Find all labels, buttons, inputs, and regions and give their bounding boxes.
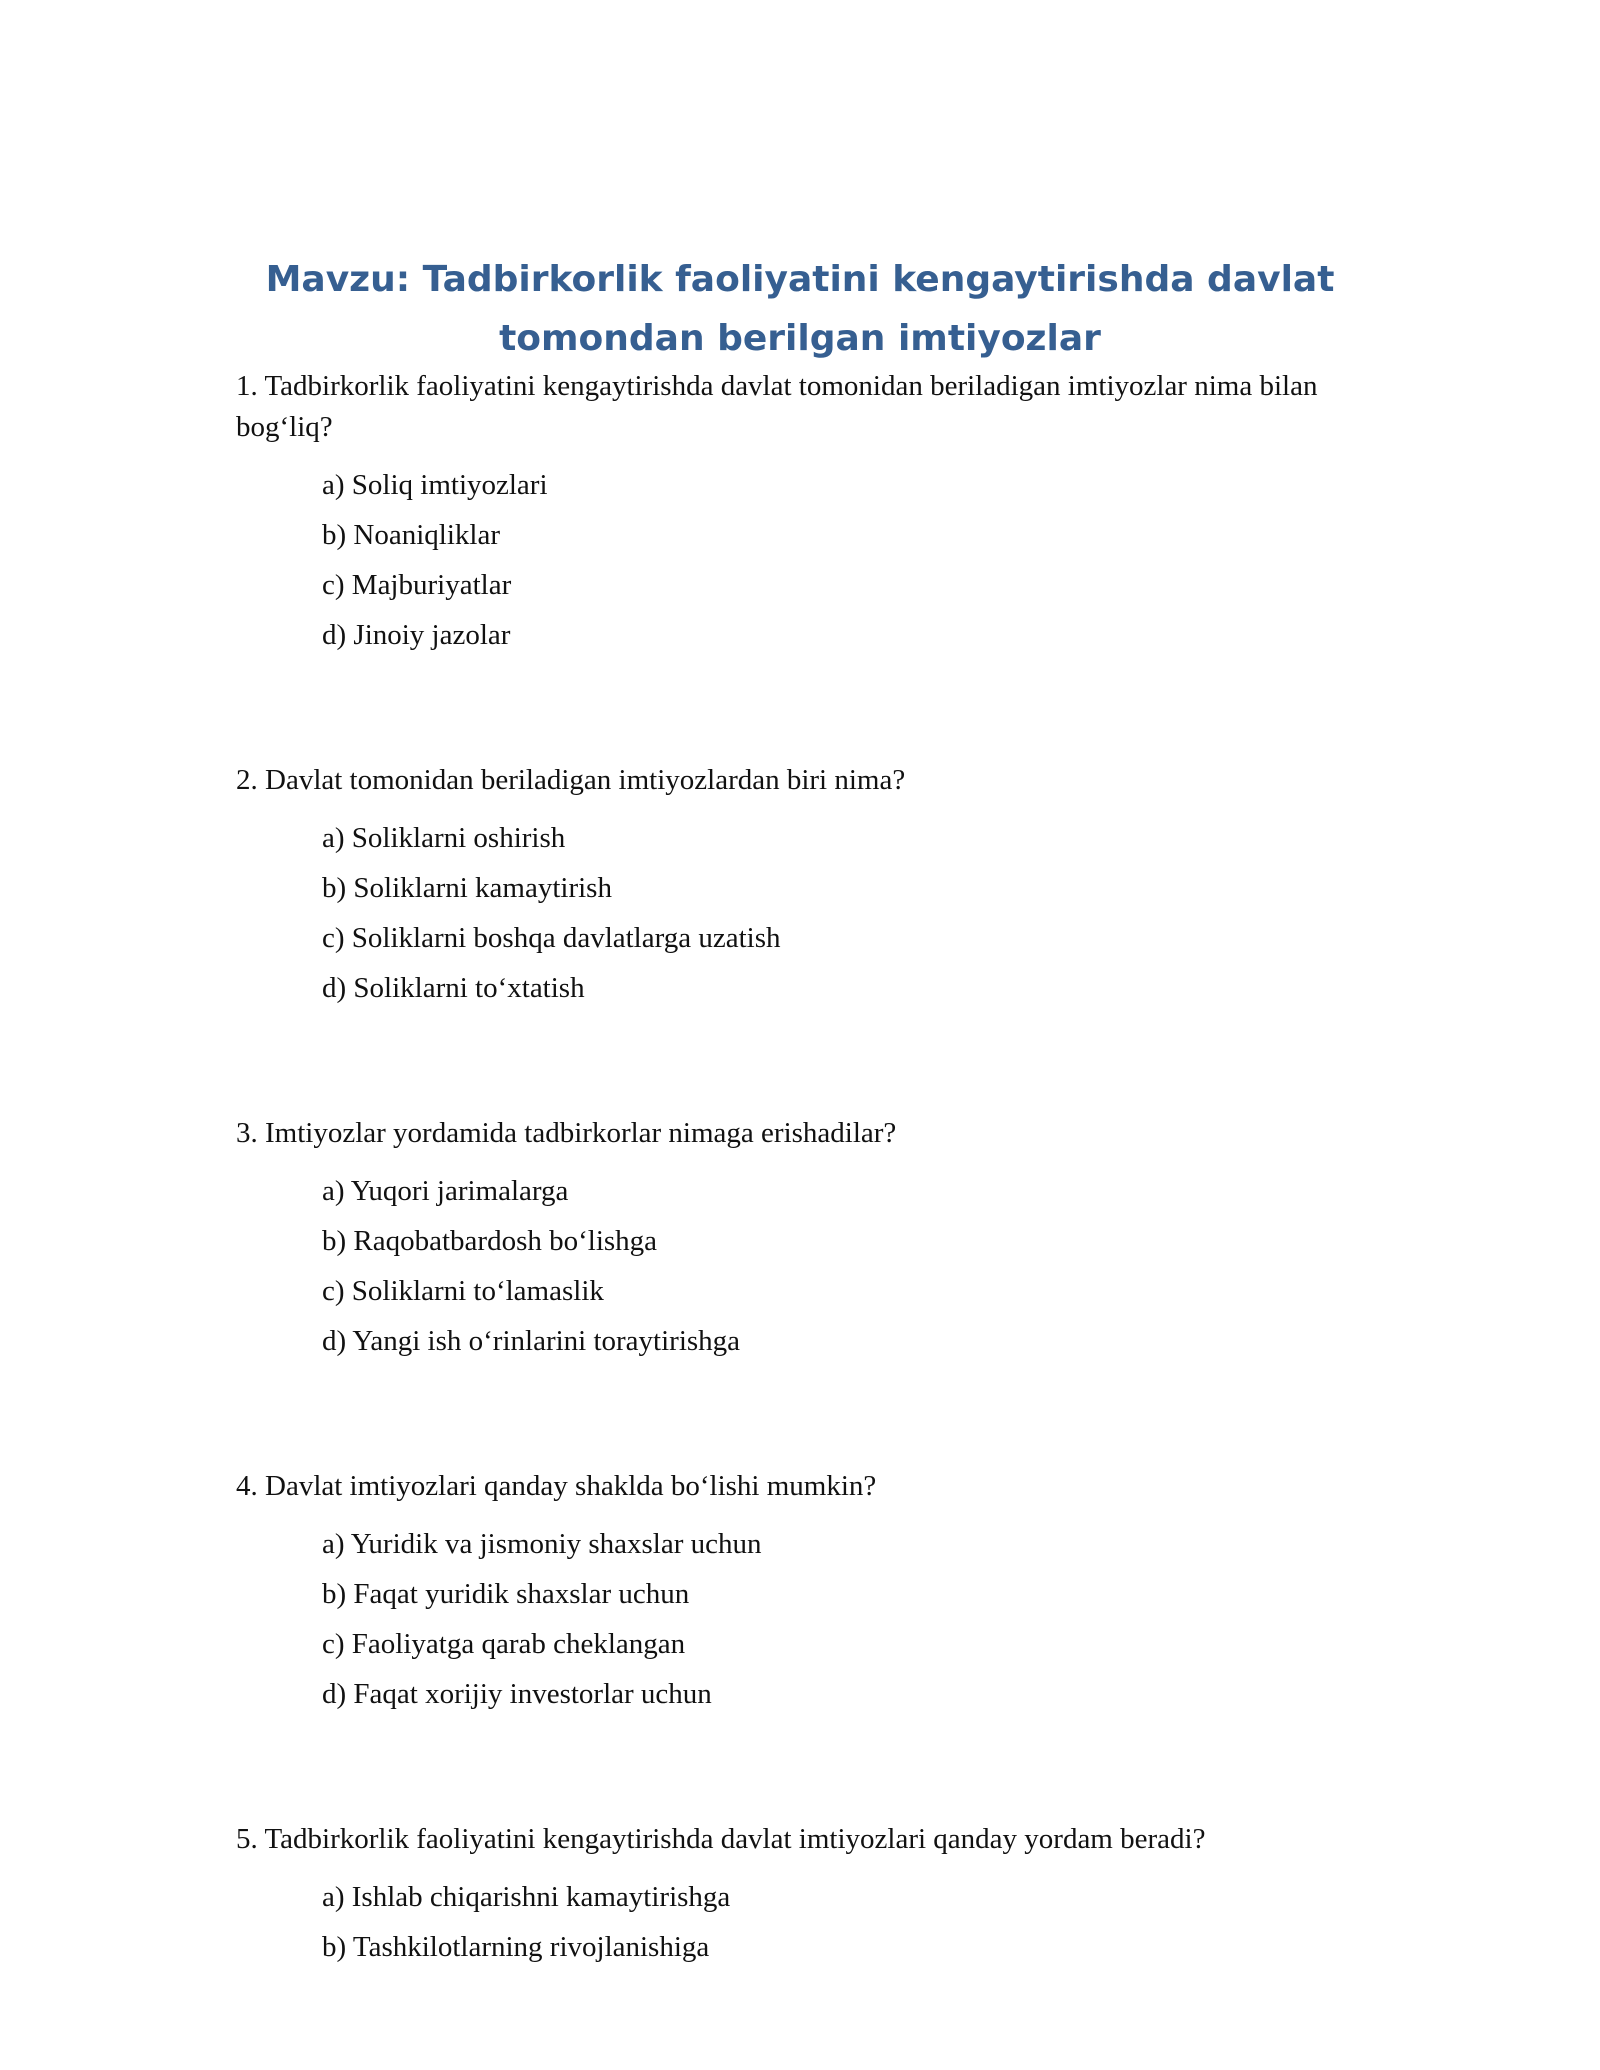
answer-option-d: d) Jinoiy jazolar: [322, 619, 511, 651]
answer-option-d: d) Yangi ish o‘rinlarini toraytirishga: [322, 1325, 741, 1357]
answer-options: [236, 813, 1366, 1013]
answer-option-d: d) Soliklarni to‘xtatish: [322, 972, 585, 1004]
document-title: Mavzu: Tadbirkorlik faoliyatini kengaytirishda davlat tomondan berilgan imtiyozlar: [265, 259, 1335, 359]
question-3: [236, 1113, 1366, 1366]
answer-option-a: a) Soliq imtiyozlari: [322, 469, 548, 501]
answer-option-c: c) Majburiyatlar: [322, 569, 512, 601]
answer-option-a: a) Ishlab chiqarishni kamaytirishga: [322, 1881, 731, 1913]
answer-options: [236, 1519, 1366, 1719]
question-text: 4. Davlat imtiyozlari qanday shaklda bo‘lishi mumkin?: [236, 1470, 877, 1502]
question-text: 3. Imtiyozlar yordamida tadbirkorlar nimaga erishadilar?: [236, 1117, 897, 1149]
answer-option-b: b) Noaniqliklar: [322, 519, 500, 551]
answer-options: [236, 1872, 1366, 1972]
answer-option-c: c) Soliklarni boshqa davlatlarga uzatish: [322, 922, 781, 954]
answer-option-b: b) Soliklarni kamaytirish: [322, 872, 612, 904]
answer-options: [236, 460, 1366, 660]
answer-option-a: a) Soliklarni oshirish: [322, 822, 566, 854]
answer-option-b: b) Raqobatbardosh bo‘lishga: [322, 1225, 658, 1257]
question-list: [236, 366, 1366, 1972]
question-text: 2. Davlat tomonidan beriladigan imtiyozlardan biri nima?: [236, 764, 906, 796]
question-text: 5. Tadbirkorlik faoliyatini kengaytirishda davlat imtiyozlari qanday yordam beradi?: [236, 1823, 1206, 1855]
answer-option-c: c) Soliklarni to‘lamaslik: [322, 1275, 604, 1307]
question-2: [236, 760, 1366, 1013]
answer-option-a: a) Yuridik va jismoniy shaxslar uchun: [322, 1528, 762, 1560]
question-1: [236, 366, 1366, 660]
answer-option-d: d) Faqat xorijiy investorlar uchun: [322, 1678, 712, 1710]
answer-option-c: c) Faoliyatga qarab cheklangan: [322, 1628, 686, 1660]
answer-option-a: a) Yuqori jarimalarga: [322, 1175, 569, 1207]
question-4: [236, 1466, 1366, 1719]
question-5: [236, 1819, 1366, 1972]
answer-options: [236, 1166, 1366, 1366]
question-text: 1. Tadbirkorlik faoliyatini kengaytirishda davlat tomonidan beriladigan imtiyozlar nima bilan bog‘liq?: [236, 370, 1318, 443]
answer-option-b: b) Faqat yuridik shaxslar uchun: [322, 1578, 690, 1610]
answer-option-b: b) Tashkilotlarning rivojlanishiga: [322, 1931, 710, 1963]
